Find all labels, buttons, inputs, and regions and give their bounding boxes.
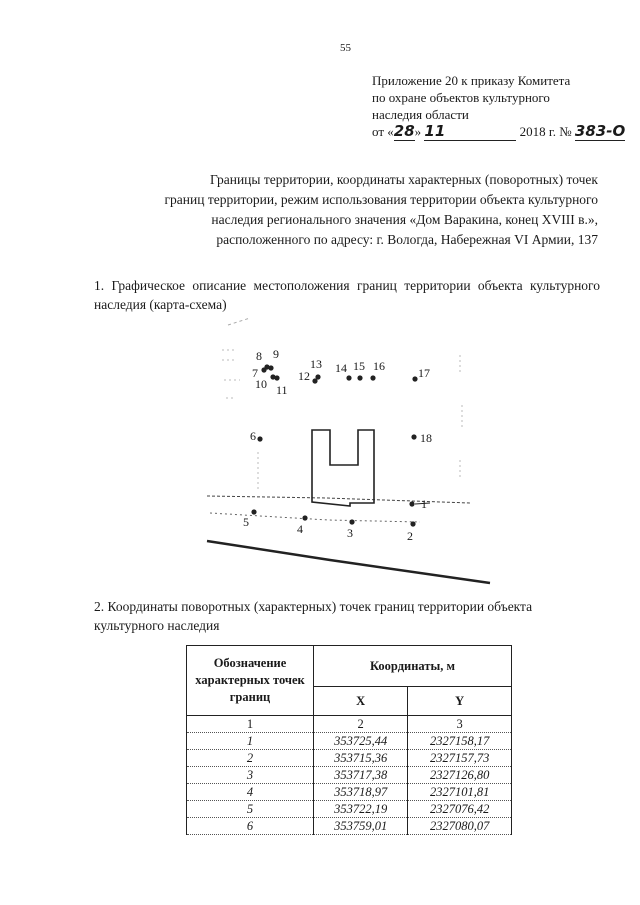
row-y: 2327158,17 bbox=[408, 733, 512, 750]
appendix-line-3: наследия области bbox=[372, 107, 469, 122]
appendix-line-1: Приложение 20 к приказу Комитета bbox=[372, 73, 571, 88]
appendix-line-2: по охране объектов культурного bbox=[372, 90, 550, 105]
coordinates-table bbox=[186, 645, 512, 835]
label-point-8: 8 bbox=[256, 349, 262, 363]
embankment-line bbox=[207, 541, 490, 583]
colnum-2: 2 bbox=[314, 716, 408, 733]
label-point-5: 5 bbox=[243, 515, 249, 529]
date-mid: » bbox=[414, 124, 422, 139]
label-point-3: 3 bbox=[347, 526, 353, 540]
label-point-10: 10 bbox=[255, 377, 267, 391]
row-x: 353759,01 bbox=[314, 818, 408, 835]
row-x: 353717,38 bbox=[314, 767, 408, 784]
label-point-14: 14 bbox=[335, 361, 347, 375]
street-line-lower bbox=[210, 513, 420, 522]
header-coordinates: Координаты, м bbox=[314, 646, 512, 687]
colnum-3: 3 bbox=[408, 716, 512, 733]
date-prefix: от « bbox=[372, 124, 394, 139]
map-point-14 bbox=[346, 375, 351, 380]
row-point: 1 bbox=[187, 733, 314, 750]
row-y: 2327101,81 bbox=[408, 784, 512, 801]
map-point-9 bbox=[268, 365, 273, 370]
building-outline bbox=[312, 430, 374, 506]
label-point-9: 9 bbox=[273, 347, 279, 361]
colnum-1: 1 bbox=[187, 716, 314, 733]
title-line-1: Границы территории, координаты характерных (поворотных) точек bbox=[210, 172, 598, 187]
row-y: 2327126,80 bbox=[408, 767, 512, 784]
row-x: 353725,44 bbox=[314, 733, 408, 750]
map-point-2 bbox=[410, 521, 415, 526]
label-point-7: 7 bbox=[252, 366, 258, 380]
map-point-6 bbox=[257, 436, 262, 441]
date-day: 28 bbox=[393, 122, 415, 140]
label-point-13: 13 bbox=[310, 357, 322, 371]
header-y: Y bbox=[408, 687, 512, 716]
date-year: 2018 г. № bbox=[519, 124, 572, 139]
map-point-18 bbox=[411, 434, 416, 439]
street-line-upper bbox=[207, 496, 470, 503]
title-line-2: границ территории, режим использования территории объекта культурного bbox=[164, 192, 598, 207]
row-y: 2327076,42 bbox=[408, 801, 512, 818]
date-month: 11 bbox=[424, 123, 516, 141]
row-point: 6 bbox=[187, 818, 314, 835]
map-point-3 bbox=[349, 519, 354, 524]
label-point-6: 6 bbox=[250, 429, 256, 443]
map-point-11 bbox=[274, 375, 279, 380]
map-point-16 bbox=[370, 375, 375, 380]
title-line-4: расположенного по адресу: г. Вологда, Набережная VI Армии, 137 bbox=[216, 232, 598, 247]
header-x: X bbox=[314, 687, 408, 716]
page-number: 55 bbox=[340, 42, 351, 54]
row-point: 4 bbox=[187, 784, 314, 801]
label-point-11: 11 bbox=[276, 383, 288, 397]
table-row bbox=[187, 750, 512, 767]
section-1-heading: 1. Графическое описание местоположения границ территории объекта культурного наследия (карта-схема) bbox=[94, 278, 600, 312]
label-point-2: 2 bbox=[407, 529, 413, 543]
label-point-15: 15 bbox=[353, 359, 365, 373]
table-row bbox=[187, 733, 512, 750]
map-point-5 bbox=[251, 509, 256, 514]
map-point-13 bbox=[315, 374, 320, 379]
label-point-16: 16 bbox=[373, 359, 385, 373]
row-x: 353718,97 bbox=[314, 784, 408, 801]
table-row bbox=[187, 801, 512, 818]
label-point-18: 18 bbox=[420, 431, 432, 445]
map-point-15 bbox=[357, 375, 362, 380]
label-point-12: 12 bbox=[298, 369, 310, 383]
title-line-3: наследия регионального значения «Дом Варакина, конец XVIII в.», bbox=[211, 212, 598, 227]
row-point: 2 bbox=[187, 750, 314, 767]
order-number: 383-О bbox=[574, 122, 626, 140]
map-point-1 bbox=[409, 501, 414, 506]
label-point-17: 17 bbox=[418, 366, 430, 380]
map-point-17 bbox=[412, 376, 417, 381]
label-point-1: 1 bbox=[421, 497, 427, 511]
label-point-4: 4 bbox=[297, 522, 303, 536]
map-faint-marks-left bbox=[222, 350, 240, 398]
header-point-designation: Обозначение характерных точек границ bbox=[187, 646, 314, 716]
table-row bbox=[187, 818, 512, 835]
table-row bbox=[187, 767, 512, 784]
section-2-heading: 2. Координаты поворотных (характерных) точек границ территории объекта культурного наследия bbox=[94, 599, 533, 633]
row-x: 353715,36 bbox=[314, 750, 408, 767]
row-x: 353722,19 bbox=[314, 801, 408, 818]
row-y: 2327080,07 bbox=[408, 818, 512, 835]
map-point-4 bbox=[302, 515, 307, 520]
row-point: 5 bbox=[187, 801, 314, 818]
table-row bbox=[187, 784, 512, 801]
row-y: 2327157,73 bbox=[408, 750, 512, 767]
map-faint-line-1 bbox=[228, 318, 250, 325]
map-faint-marks-right bbox=[460, 355, 462, 480]
row-point: 3 bbox=[187, 767, 314, 784]
